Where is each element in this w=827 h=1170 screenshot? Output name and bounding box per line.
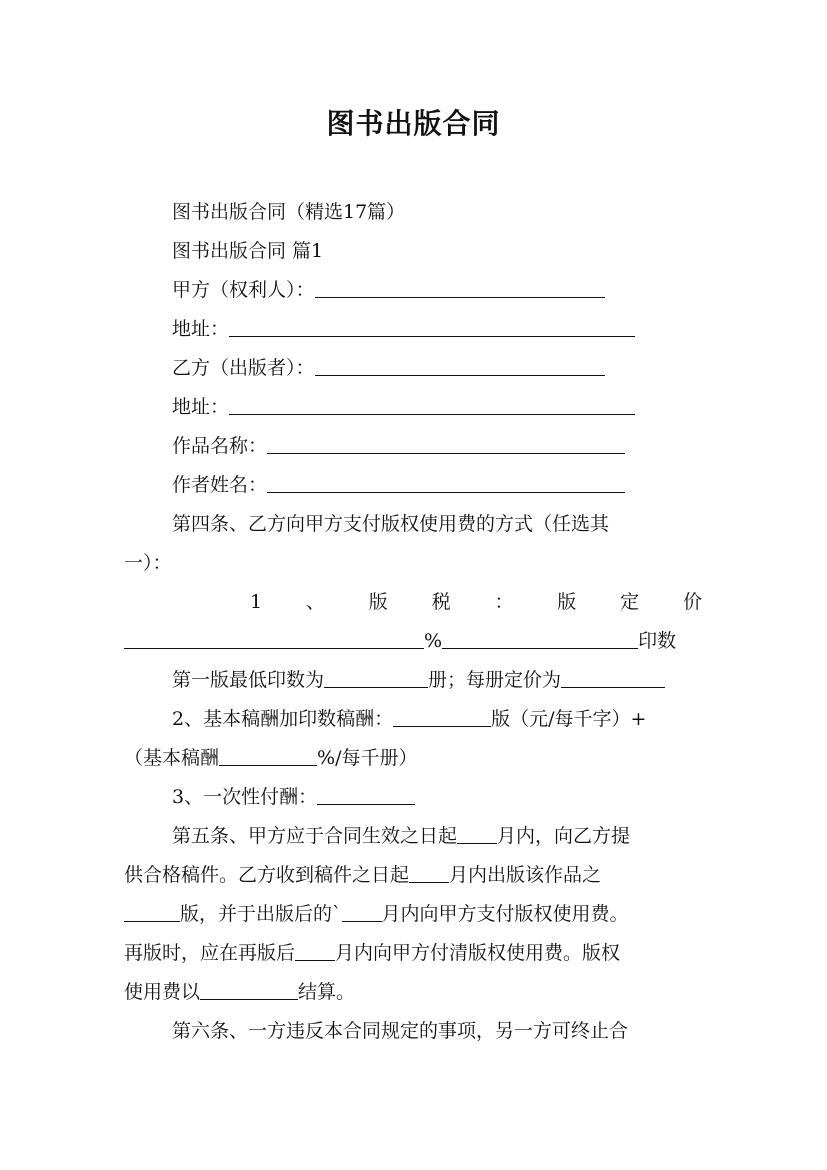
option-3-label: 3、一次性付酬：: [172, 786, 318, 808]
article-5-line-3: [124, 902, 629, 926]
page-title: 图书出版合同: [326, 107, 501, 140]
option-2-base-unit: %/每千册）: [317, 747, 418, 769]
article-4-text-cont: 一）：: [124, 552, 172, 574]
party-a-blank: [315, 279, 605, 298]
option-1-part: 版: [368, 591, 388, 613]
months-blank: [295, 942, 335, 961]
min-print-label: 第一版最低印数为: [172, 669, 325, 691]
option-1-part: 税: [431, 591, 451, 613]
article-4-text: 第四条、乙方向甲方支付版权使用费的方式（任选其: [172, 513, 610, 535]
address-a-line: [172, 317, 635, 341]
price-percent-line: [124, 629, 676, 653]
min-print-blank: [324, 669, 428, 688]
print-blank: [442, 630, 638, 649]
option-2-base-blank: [219, 747, 317, 766]
option-1-part: 版: [557, 591, 577, 613]
option-1-part: 价: [682, 591, 702, 613]
option-1-part: 定: [620, 591, 640, 613]
party-b-blank: [315, 357, 605, 376]
article-5-text: 版，并于出版后的`: [180, 903, 342, 925]
option-1-part: 、: [305, 591, 325, 613]
option-2-label: 2、基本稿酬加印数稿酬：: [172, 708, 394, 730]
option-2-unit: 版（元/每千字）+: [491, 708, 647, 730]
article-5-text: 月内向甲方支付版权使用费。: [381, 903, 629, 925]
option-3-line: [172, 785, 415, 809]
party-b-line: [172, 356, 605, 380]
address-b-line: [172, 395, 635, 419]
months-blank: [409, 864, 449, 883]
article-5-text: 月内向甲方付清版权使用费。版权: [335, 942, 621, 964]
address-a-blank: [229, 318, 635, 337]
option-2-base-label: （基本稿酬: [124, 747, 220, 769]
price-blank: [124, 630, 424, 649]
months-blank: [457, 825, 497, 844]
percent-sign: %: [424, 630, 443, 652]
author-name-blank: [267, 474, 625, 493]
article-5-line-4: [124, 941, 620, 965]
address-b-label: 地址：: [172, 396, 230, 418]
section-heading: 图书出版合同 篇1: [172, 240, 324, 262]
min-print-line: [172, 668, 665, 692]
article-5-text: 使用费以: [124, 981, 201, 1003]
option-1-line: [250, 590, 702, 614]
settlement-blank: [200, 981, 298, 1000]
article-5-line-1: [172, 824, 630, 848]
option-2-line: [172, 707, 646, 731]
party-b-label: 乙方（出版者）：: [172, 357, 315, 379]
months-blank: [342, 903, 382, 922]
article-5-text: 结算。: [298, 981, 356, 1003]
article-5-line-2: [124, 863, 601, 887]
work-name-blank: [267, 435, 625, 454]
party-a-label: 甲方（权利人）：: [172, 279, 315, 301]
option-3-blank: [317, 786, 415, 805]
work-name-label: 作品名称：: [172, 435, 268, 457]
edition-blank: [124, 903, 180, 922]
article-5-text: 月内出版该作品之: [449, 864, 602, 886]
article-5-text: 供合格稿件。乙方收到稿件之日起: [124, 864, 410, 886]
option-1-part: ：: [494, 591, 514, 613]
address-b-blank: [229, 396, 635, 415]
work-name-line: [172, 434, 625, 458]
option-2-blank: [393, 708, 491, 727]
article-5-text: 再版时，应在再版后: [124, 942, 296, 964]
option-1-part: 1: [250, 591, 263, 613]
print-qty-label: 印数: [638, 630, 677, 652]
article-5-text: 第五条、甲方应于合同生效之日起: [172, 825, 458, 847]
author-name-line: [172, 473, 625, 497]
author-name-label: 作者姓名：: [172, 474, 268, 496]
article-5-line-5: [124, 980, 355, 1004]
article-6-text: 第六条、一方违反本合同规定的事项，另一方可终止合: [172, 1020, 629, 1042]
address-a-label: 地址：: [172, 318, 230, 340]
party-a-line: [172, 278, 605, 302]
unit-price-label: 册；每册定价为: [428, 669, 562, 691]
option-2-line-cont: [124, 746, 417, 770]
subtitle: 图书出版合同（精选17篇）: [172, 201, 406, 223]
article-5-text: 月内，向乙方提: [497, 825, 631, 847]
unit-price-blank: [561, 669, 665, 688]
